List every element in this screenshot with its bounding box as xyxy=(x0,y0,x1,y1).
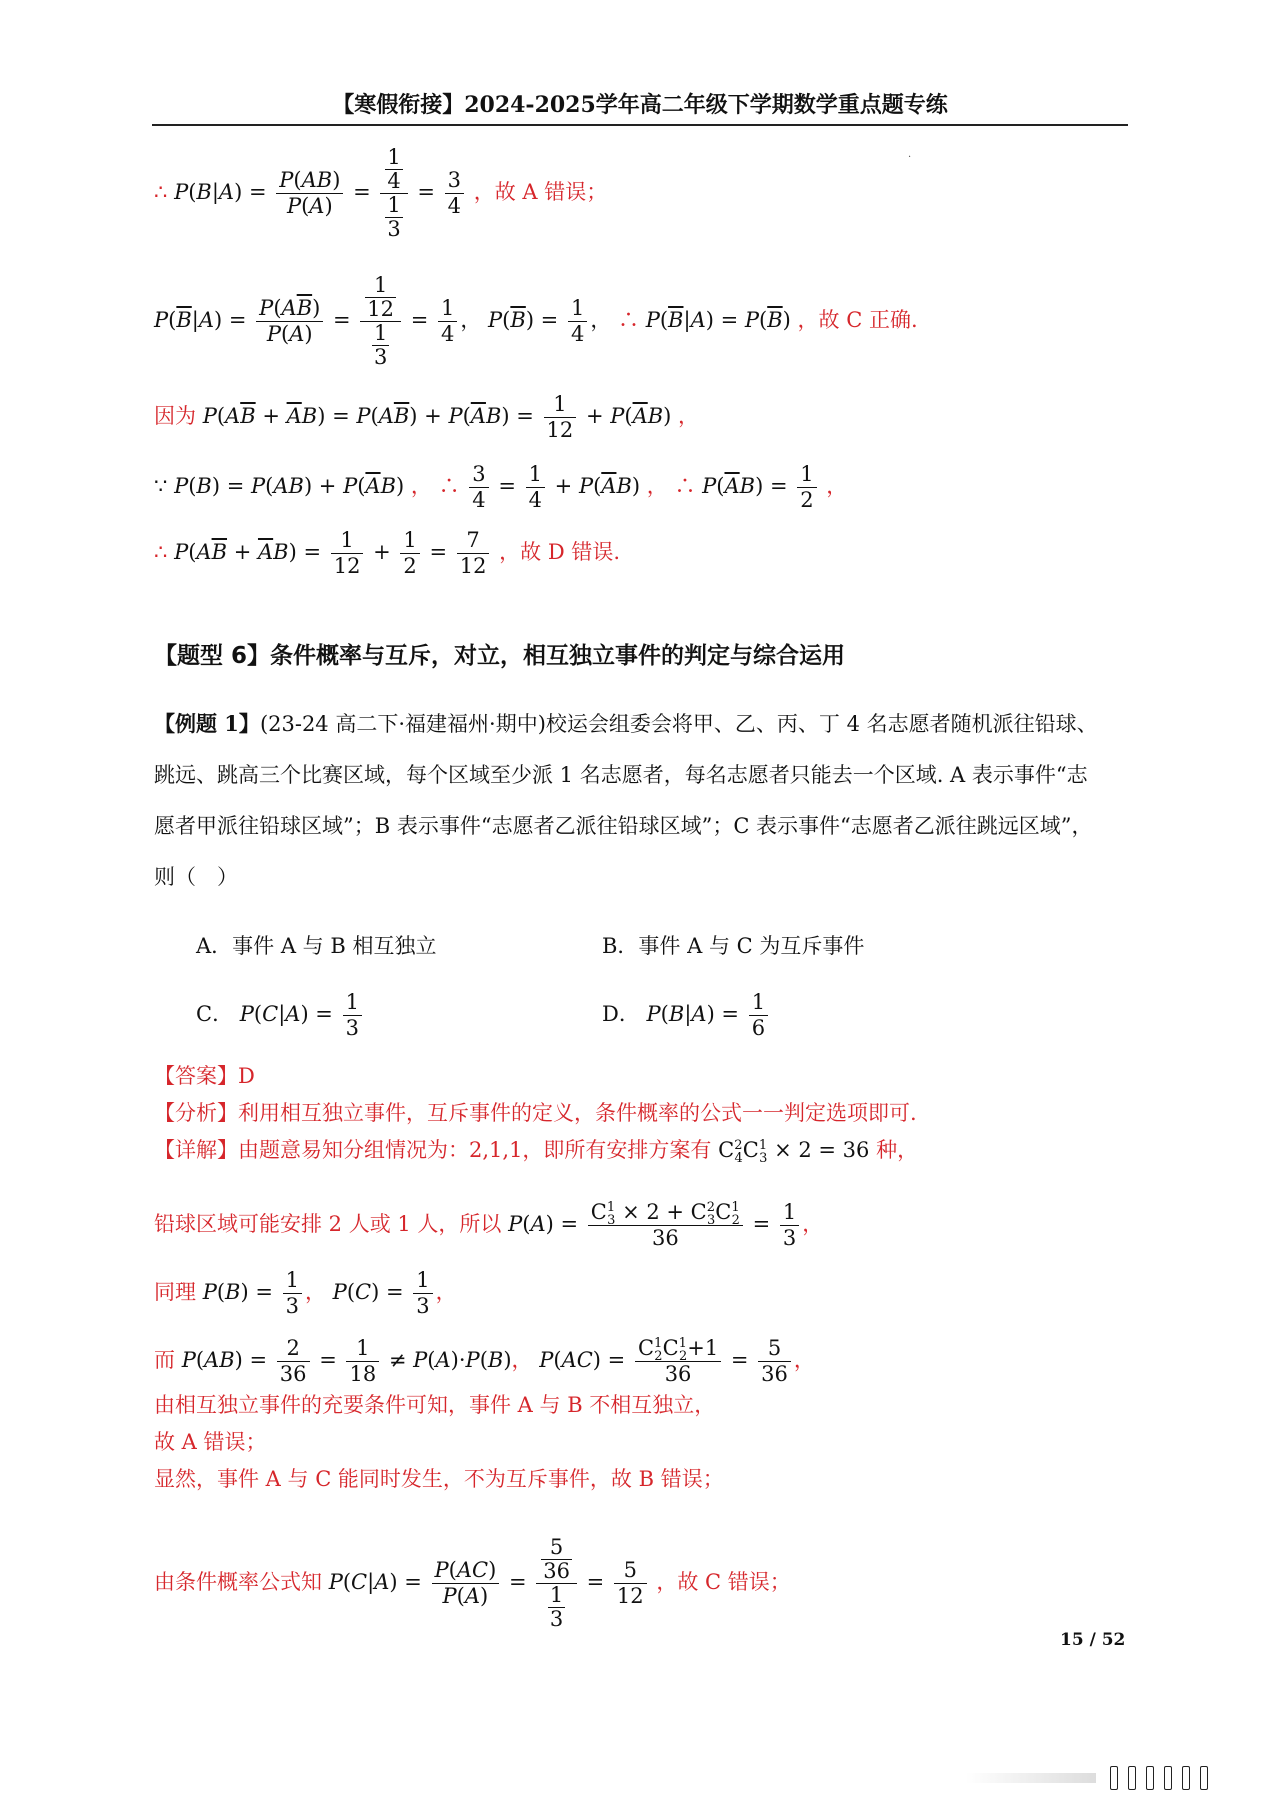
solution-line-3 xyxy=(154,392,699,443)
formula: $P(A\overline{B} + \overline{A}B)$ = $\frac{1}{12}$ + $\frac{1}{2}$ = $\frac{7}{12}$ xyxy=(174,540,499,564)
analysis-line xyxy=(154,1103,917,1124)
option-d-label: D． xyxy=(602,1002,640,1027)
question-line-4: 则（ ） xyxy=(154,865,238,889)
solution-line-1 xyxy=(154,146,607,241)
note: ， xyxy=(678,404,700,429)
detail-line-2: 铅球区域可能安排 2 人或 1 人，所以 P(A) = $\frac{C^1_3 \times 2 + C^2_3C^1_2}{36}$ = $\frac{1}{3}$ ， xyxy=(154,1200,824,1251)
solution-line-4: ∵ $P(B) = P(AB) + P(\overline{A}B)$ ， ∴ $\frac{3}{4}$ = $\frac{1}{4}$ + $P(\overline{A}B)$ ， ∴ $P(\overline{A}B)$ = $\frac{1}{2}$ ， xyxy=(154,462,848,513)
question-text xyxy=(154,698,1130,903)
view-toggle-icon[interactable] xyxy=(1128,1766,1136,1790)
detail-line-7: 显然，事件 A 与 C 能同时发生，不为互斥事件，故 B 错误； xyxy=(154,1467,724,1491)
option-c: C． P(C|A) = $\frac{1}{3}$ xyxy=(196,990,365,1041)
view-toggle-icon[interactable] xyxy=(1146,1766,1154,1790)
detail-line-4: 而 P(AB) = $\frac{2}{36}$ = $\frac{1}{18}$ ≠ P(A)·P(B)， P(AC) = $\frac{C^1_2C^1_2+1}{36}$ = $\frac{5}{36}$ ， xyxy=(154,1336,815,1387)
page-number: 15 / 52 xyxy=(1060,1630,1126,1650)
detail-line-8-note: ，故 C 错误； xyxy=(656,1570,791,1595)
detail-text: 由题意易知分组情况为：2,1,1，即所有安排方案有 xyxy=(238,1138,712,1162)
analysis-text: 利用相互独立事件，互斥事件的定义，条件概率的公式一一判定选项即可. xyxy=(238,1101,917,1125)
detail-line-3-text: 同理 xyxy=(154,1280,196,1305)
answer-label: 【答案】 xyxy=(154,1064,238,1088)
detail-line-8-text: 由条件概率公式知 xyxy=(154,1570,322,1595)
formula: P(B|A) = $\frac{P(AB)}{P(A)}$ = $\frac{\frac{1}{4}}{\frac{1}{3}}$ = $\frac{3}{4}$ xyxy=(174,180,474,204)
detail-line-5: 由相互独立事件的充要条件可知，事件 A 与 B 不相互独立， xyxy=(154,1393,716,1417)
formula: $P(A\overline{B} + \overline{A}B) = P(A\overline{B}) + P(\overline{A}B)$ = $\frac{1}{12}$ + $P(\overline{A}B)$ xyxy=(202,392,679,443)
toolbar-fade xyxy=(966,1773,1096,1783)
solution-line-5: ∴ $P(A\overline{B} + \overline{A}B)$ = $\frac{1}{12}$ + $\frac{1}{2}$ = $\frac{7}{12}$ ，故 D 错误. xyxy=(154,528,621,579)
analysis-label: 【分析】 xyxy=(154,1101,238,1125)
detail-line-3: 同理 P(B) = $\frac{1}{3}$ ， P(C) = $\frac{1}{3}$ ， xyxy=(154,1268,457,1319)
because-text: 因为 xyxy=(154,404,196,429)
viewer-toolbar xyxy=(966,1764,1256,1792)
header-rule xyxy=(152,124,1128,126)
option-d: D． P(B|A) = $\frac{1}{6}$ xyxy=(602,990,771,1041)
option-c-label: C． xyxy=(196,1002,234,1027)
view-toggle-icon[interactable] xyxy=(1164,1766,1172,1790)
detail-label: 【详解】 xyxy=(154,1138,238,1162)
because-symbol: ∵ xyxy=(154,474,168,499)
question-line-2: 跳远、跳高三个比赛区域，每个区域至少派 1 名志愿者，每名志愿者只能去一个区域. A 表示事件“志 xyxy=(154,763,1088,787)
view-toggle-icon[interactable] xyxy=(1200,1766,1208,1790)
solution-line-2 xyxy=(154,274,918,369)
question-source: (23-24 高二下·福建福州·期中) xyxy=(259,712,546,736)
speck: · xyxy=(908,152,912,163)
formula: $P(B) = P(AB) + P(\overline{A}B)$ xyxy=(174,474,411,499)
option-b: B．事件 A 与 C 为互斥事件 xyxy=(602,934,865,958)
detail-line-2-text: 铅球区域可能安排 2 人或 1 人，所以 xyxy=(154,1212,502,1237)
question-line-1: 校运会组委会将甲、乙、丙、丁 4 名志愿者随机派往铅球、 xyxy=(545,712,1098,736)
detail-suffix: 种， xyxy=(876,1138,919,1162)
section-title: 【题型 6】条件概率与互斥，对立，相互独立事件的判定与综合运用 xyxy=(154,643,846,669)
detail-line-8: 由条件概率公式知 P(C|A) = $\frac{P(AC)}{P(A)}$ = $\frac{\frac{5}{36}}{\frac{1}{3}}$ = $\frac{5}{12}$ ，故 C 错误； xyxy=(154,1535,791,1632)
detail-line-4-text: 而 xyxy=(154,1348,175,1373)
detail-line-6: 故 A 错误； xyxy=(154,1430,267,1454)
detail-line: 【详解】由题意易知分组情况为：2,1,1，即所有安排方案有 $C^2_4C^1_3 \times 2 = 36$ 种， xyxy=(154,1138,919,1167)
note: ，故 A 错误； xyxy=(473,180,608,205)
view-toggle-icon[interactable] xyxy=(1110,1766,1118,1790)
therefore-symbol: ∴ xyxy=(154,180,168,205)
option-a: A．事件 A 与 B 相互独立 xyxy=(196,934,437,958)
answer-value: D xyxy=(238,1064,255,1088)
question-line-3: 愿者甲派往铅球区域”；B 表示事件“志愿者乙派往铅球区域”；C 表示事件“志愿者乙派往跳远区域”， xyxy=(154,814,1093,838)
answer-line xyxy=(154,1066,255,1087)
view-toggle-icon[interactable] xyxy=(1182,1766,1190,1790)
note: ，故 D 错误. xyxy=(499,540,621,565)
formula: $P(\overline{B}|A)$ = $\frac{P(A\overline{B})}{P(A)}$ = $\frac{\frac{1}{12}}{\frac{1}{3}}$ = $\frac{1}{4}$ ， $P(\overline{B})$ = $\frac{1}{4}$ ， ∴ $P(\overline{B}|A) = P(\overline{B})$ xyxy=(154,273,798,370)
page-header: 【寒假衔接】2024-2025学年高二年级下学期数学重点题专练 xyxy=(332,92,948,118)
note: ，故 C 正确. xyxy=(797,308,918,333)
question-label: 【例题 1】 xyxy=(154,711,260,736)
